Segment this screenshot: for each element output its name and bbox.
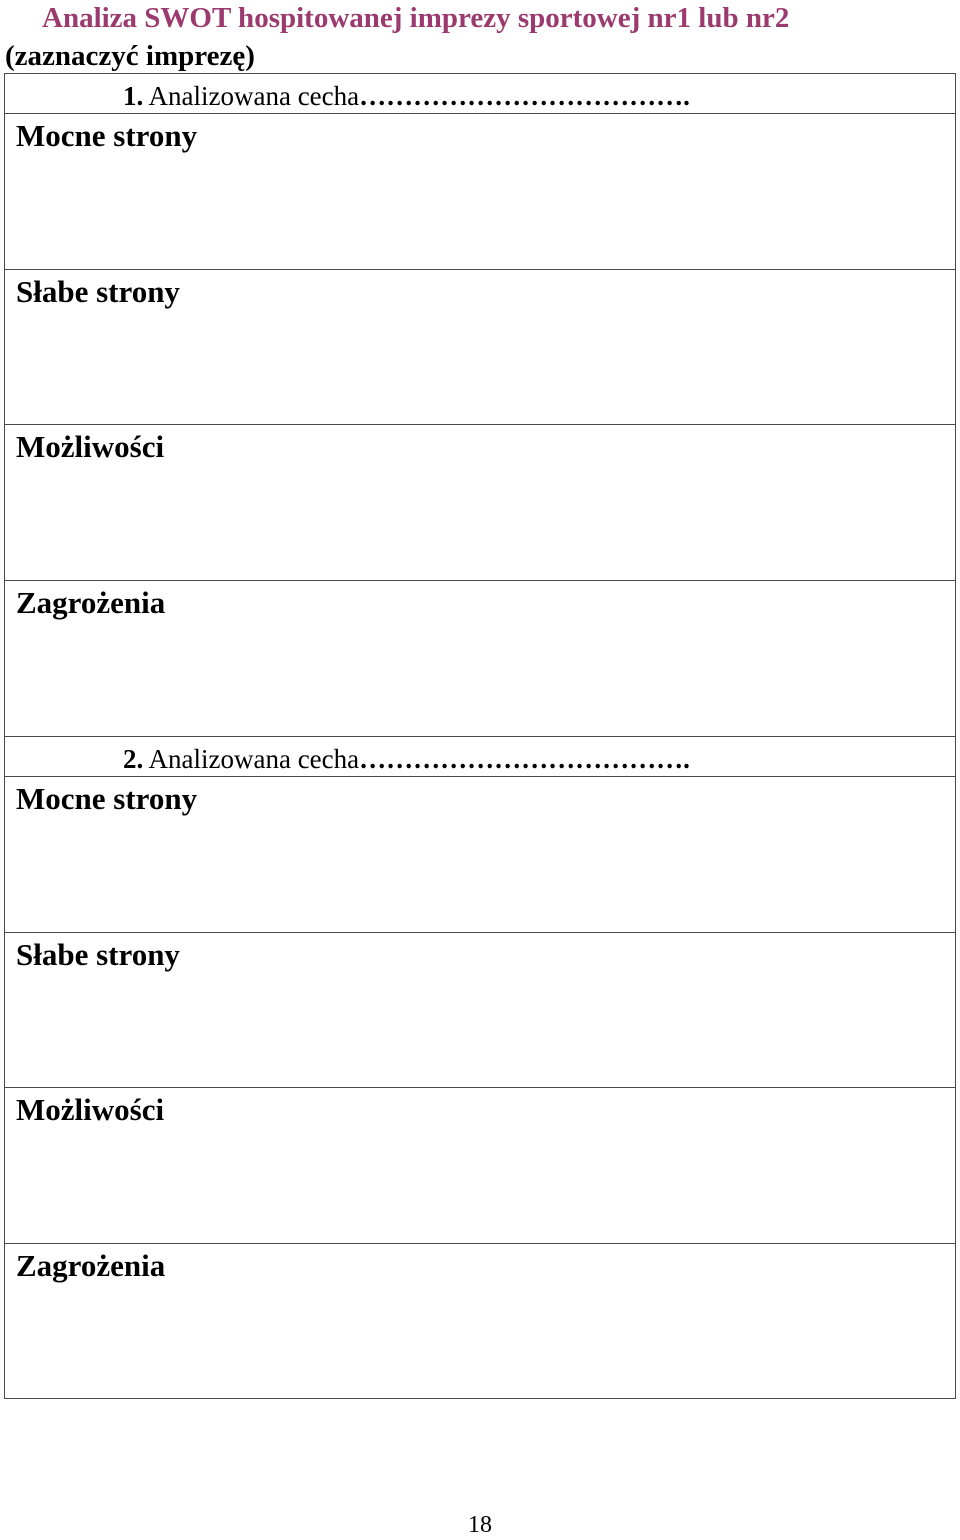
threats-label-2: Zagrożenia	[16, 1247, 166, 1283]
opportunities-label-1: Możliwości	[16, 429, 165, 464]
threats-cell-1[interactable]	[5, 581, 955, 737]
strengths-cell-1[interactable]	[5, 114, 955, 270]
cecha-label-1: Analizowana cecha	[148, 81, 360, 111]
strengths-label-2: Mocne strony	[16, 781, 198, 816]
weaknesses-label-2: Słabe strony	[16, 936, 180, 972]
opportunities-cell-1[interactable]	[5, 425, 955, 581]
weaknesses-cell-2[interactable]	[5, 933, 955, 1089]
cecha-row-1[interactable]	[5, 74, 955, 114]
opportunities-cell-2[interactable]	[5, 1088, 955, 1244]
strengths-cell-2[interactable]	[5, 777, 955, 933]
swot-table-2	[4, 736, 956, 1399]
cecha-row-2[interactable]	[5, 737, 955, 777]
cecha-number-1: 1.	[123, 81, 144, 111]
cecha-fill-line-2: ……………………………….	[359, 744, 690, 774]
weaknesses-label-1: Słabe strony	[16, 273, 180, 309]
document-title: Analiza SWOT hospitowanej imprezy sportowej nr1 lub nr2	[42, 2, 790, 34]
cecha-heading-2	[123, 743, 690, 775]
threats-cell-2[interactable]	[5, 1244, 955, 1400]
strengths-label-1: Mocne strony	[16, 118, 198, 153]
opportunities-label-2: Możliwości	[16, 1092, 165, 1127]
threats-label-1: Zagrożenia	[16, 584, 166, 620]
weaknesses-cell-1[interactable]	[5, 270, 955, 426]
cecha-fill-line-1: ……………………………….	[359, 81, 690, 111]
cecha-label-2: Analizowana cecha	[148, 744, 360, 774]
page-number: 18	[468, 1512, 492, 1538]
cecha-heading-1	[123, 80, 690, 112]
cecha-number-2: 2.	[123, 744, 144, 774]
document-subtitle: (zaznaczyć imprezę)	[5, 40, 255, 72]
swot-table-1	[4, 73, 956, 737]
